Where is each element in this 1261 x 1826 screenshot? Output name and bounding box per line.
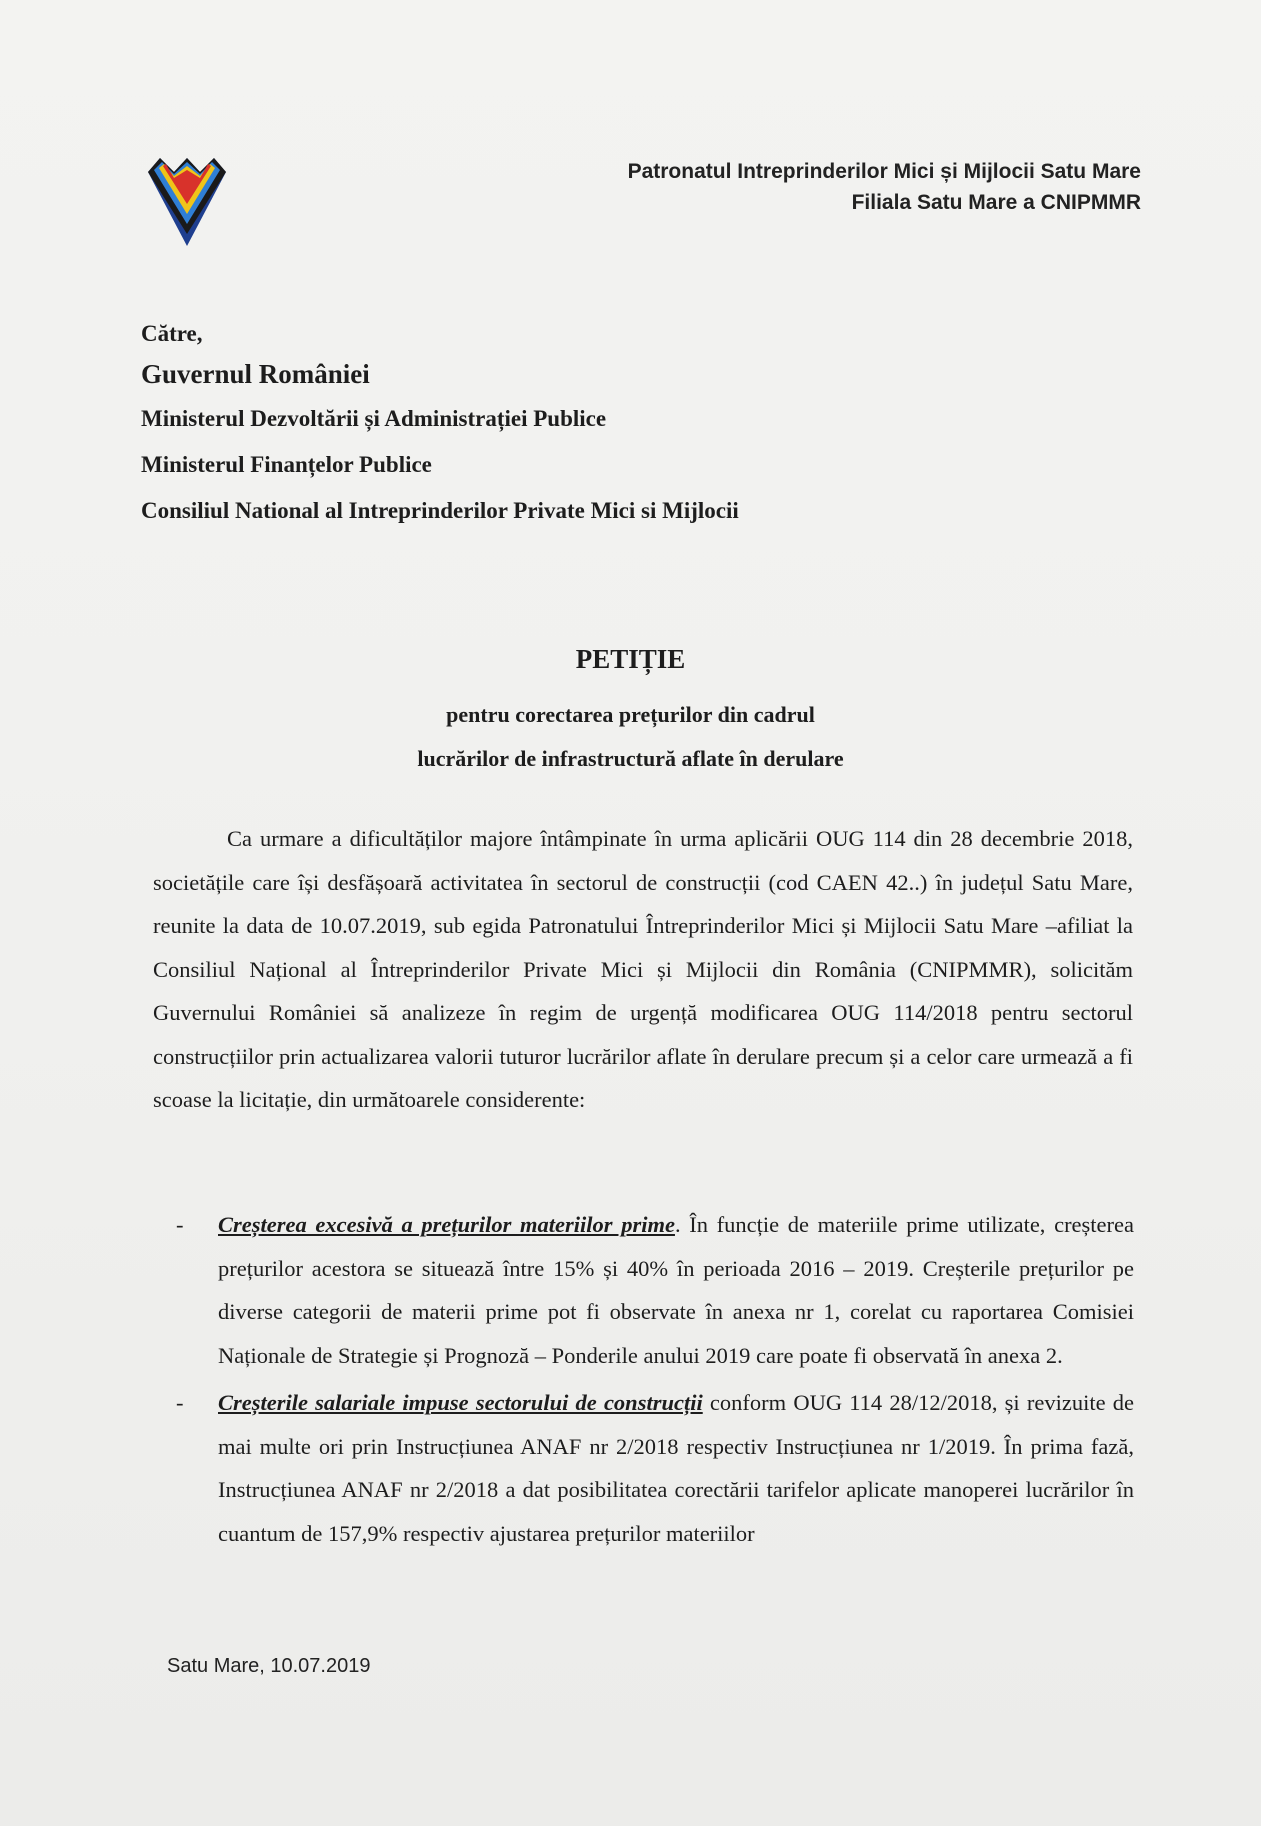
bullet-text: . În funcție de materiile prime utilizate, creșterea prețurilor acestora se situează între 15% și 40% în perioada 2016 – 2019. Creșterile prețurilor pe diverse categorii de materii prime pot fi observate în anexa nr 1, corelat cu raportarea Comisiei Naționale de Strategie și Prognoză – Ponderile anului 2019 care poate fi observată în anexa 2. — [218, 1212, 1135, 1368]
petition-title-block — [0, 644, 1261, 781]
considerations-list — [168, 1203, 1134, 1559]
bullet-dash: - — [176, 1390, 184, 1415]
bullet-heading: Creșterile salariale impuse sectorului de construcții — [218, 1390, 703, 1415]
organization-name: Patronatul Intreprinderilor Mici și Mijlocii Satu Mare — [627, 160, 1141, 183]
organization-logo — [146, 154, 228, 248]
bullet-text: conform OUG 114 28/12/2018, și revizuite de mai multe ori prin Instrucțiunea ANAF nr 2/2018 respectiv Instrucțiunea nr 1/2019. În prima fază, Instrucțiunea ANAF nr 2/2018 a dat posibilitatea corectării tarifelor aplicate manoperei lucrărilor în cuantum de 157,9% respectiv ajustarea prețurilor materiilor — [218, 1390, 1134, 1546]
organization-header — [628, 156, 1141, 218]
addressee-government: Guvernul României — [141, 359, 370, 389]
bullet-heading: Creșterea excesivă a prețurilor materiilor prime — [218, 1212, 675, 1237]
bullet-dash: - — [176, 1212, 184, 1237]
petition-subtitle-line-1: pentru corectarea prețurilor din cadrul — [446, 702, 815, 727]
list-item — [168, 1203, 1134, 1377]
addressee-salutation: Către, — [141, 321, 203, 346]
addressee-block — [141, 321, 1041, 544]
petition-body-paragraph: Ca urmare a dificultăților majore întâmpinate în urma aplicării OUG 114 din 28 decembrie 2018, societățile care își desfășoară activitatea în sectorul de construcții (cod CAEN 42..) în județul Satu Mare, reunite la data de 10.07.2019, sub egida Patronatului Întreprinderilor Mici și Mijlocii Satu Mare –afiliat la Consiliul Național al Întreprinderilor Private Mici și Mijlocii din România (CNIPMMR), solicităm Guvernului României să analizeze în regim de urgență modificarea OUG 114/2018 pentru sectorul construcțiilor prin actualizarea valorii tuturor lucrărilor aflate în derulare precum și a celor care urmează a fi scoase la licitație, din următoarele considerente: — [153, 826, 1133, 1112]
petition-title: PETIȚIE — [575, 644, 686, 674]
petition-subtitle-line-2: lucrărilor de infrastructură aflate în derulare — [417, 746, 844, 771]
addressee-ministry-development: Ministerul Dezvoltării și Administrației Publice — [141, 406, 607, 431]
place-and-date: Satu Mare, 10.07.2019 — [167, 1655, 371, 1677]
organization-branch: Filiala Satu Mare a CNIPMMR — [851, 191, 1141, 214]
addressee-council: Consiliul National al Intreprinderilor Private Mici si Mijlocii — [141, 498, 739, 523]
addressee-ministry-finance: Ministerul Finanțelor Publice — [141, 452, 432, 477]
list-item — [168, 1381, 1134, 1555]
